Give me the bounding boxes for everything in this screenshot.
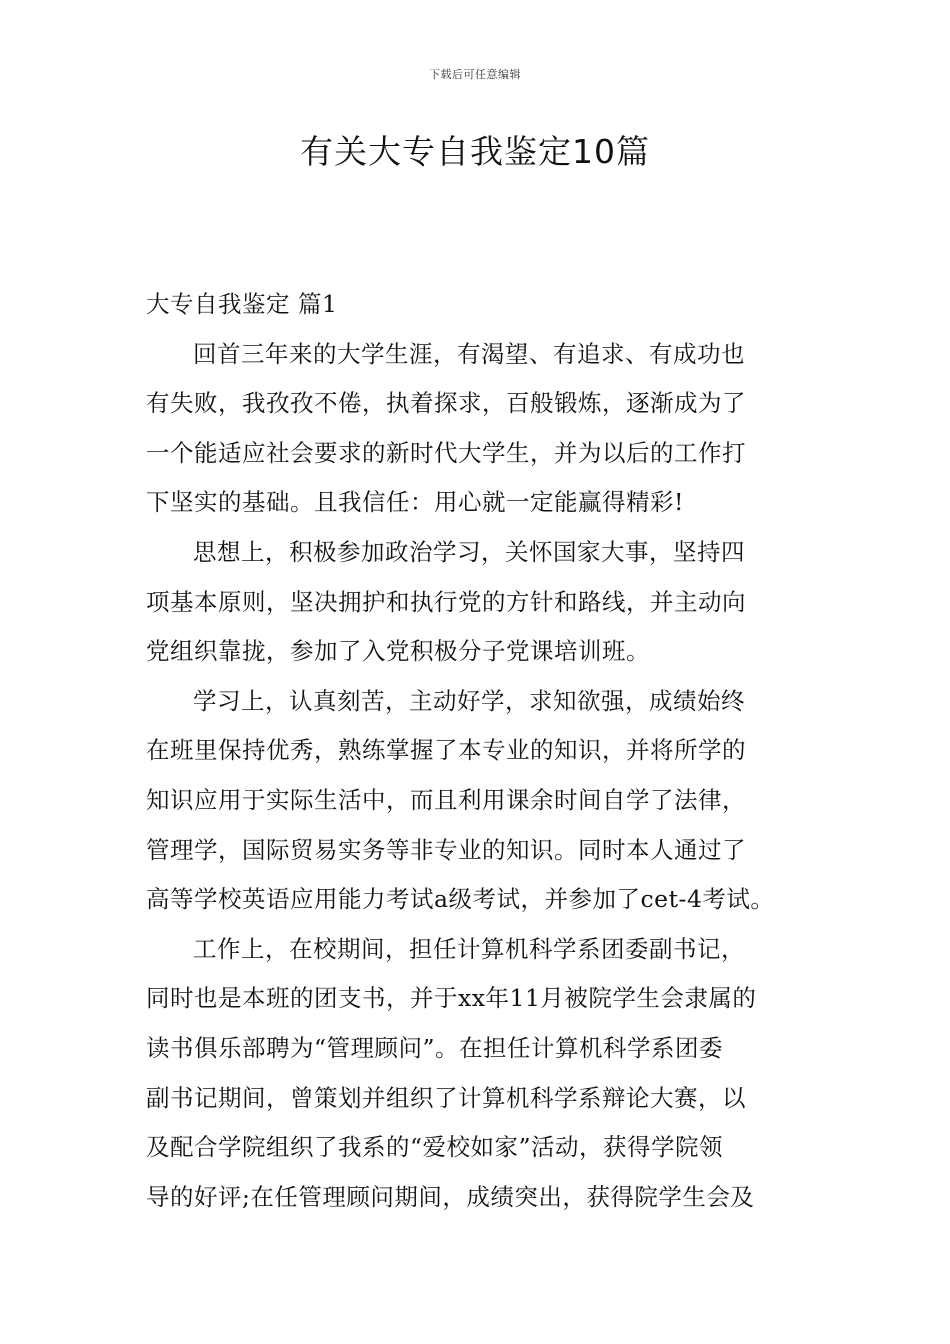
paragraph-1: [146, 330, 826, 528]
paragraph-4: [146, 925, 826, 1223]
paragraph-line: 一个能适应社会要求的新时代大学生，并为以后的工作打: [146, 438, 746, 467]
header-note: 下载后可任意编辑: [429, 68, 521, 81]
paragraph-line: 学习上，认真刻苦，主动好学，求知欲强，成绩始终: [193, 686, 745, 715]
paragraph-3: [146, 677, 826, 925]
paragraph-line: 读书俱乐部聘为“管理顾问”。在担任计算机科学系团委: [146, 1033, 724, 1062]
paragraph-line: 知识应用于实际生活中，而且利用课余时间自学了法律，: [146, 785, 746, 814]
paragraph-line: 思想上，积极参加政治学习，关怀国家大事，坚持四: [193, 537, 745, 566]
paragraph-line: 党组织靠拢，参加了入党积极分子党课培训班。: [146, 637, 650, 666]
document-body: [146, 280, 826, 1222]
paragraph-line: 管理学，国际贸易实务等非专业的知识。同时本人通过了: [146, 835, 746, 864]
section-heading: 大专自我鉴定 篇1: [146, 290, 338, 318]
document-title: 有关大专自我鉴定10篇: [300, 132, 650, 171]
paragraph-line: 工作上，在校期间，担任计算机科学系团委副书记，: [193, 934, 745, 963]
paragraph-line: 下坚实的基础。且我信任：用心就一定能赢得精彩!: [146, 488, 684, 517]
paragraph-line: 高等学校英语应用能力考试a级考试，并参加了cet-4考试。: [146, 885, 775, 914]
paragraph-line: 回首三年来的大学生涯，有渴望、有追求、有成功也: [193, 339, 745, 368]
paragraph-line: 项基本原则，坚决拥护和执行党的方针和路线，并主动向: [146, 587, 746, 616]
paragraph-2: [146, 528, 826, 677]
paragraph-line: 导的好评;在任管理顾问期间，成绩突出，获得院学生会及: [146, 1182, 755, 1211]
paragraph-line: 同时也是本班的团支书，并于xx年11月被院学生会隶属的: [146, 984, 757, 1013]
paragraph-line: 有失败，我孜孜不倦，执着探求，百般锻炼，逐渐成为了: [146, 389, 746, 418]
paragraph-line: 副书记期间，曾策划并组织了计算机科学系辩论大赛，以: [146, 1083, 746, 1112]
paragraph-line: 在班里保持优秀，熟练掌握了本专业的知识，并将所学的: [146, 736, 746, 765]
paragraph-line: 及配合学院组织了我系的“爱校如家”活动，获得学院领: [146, 1133, 724, 1162]
